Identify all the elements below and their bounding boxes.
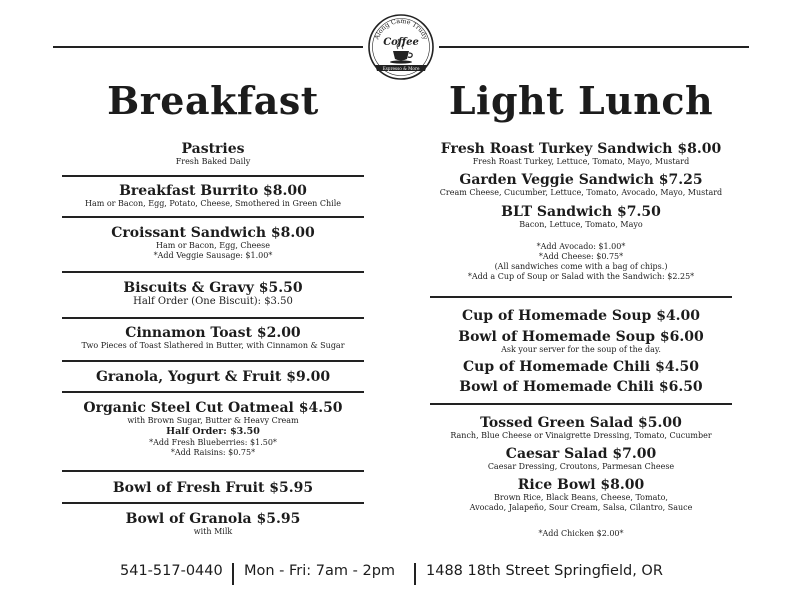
item-name: Caesar Salad $7.00 — [505, 446, 657, 462]
item-desc: Ham or Bacon, Egg, Cheese — [156, 241, 270, 250]
footer-divider — [414, 563, 416, 585]
menu-item — [430, 379, 732, 395]
item-name: Cinnamon Toast $2.00 — [125, 325, 301, 341]
menu-item — [430, 141, 732, 167]
menu-item — [430, 477, 732, 513]
item-name: Bowl of Fresh Fruit $5.95 — [112, 480, 314, 496]
item-note: *Add Fresh Blueberries: $1.50* — [149, 438, 277, 447]
menu-item — [430, 359, 732, 375]
item-note: *Add Veggie Sausage: $1.00* — [153, 251, 273, 260]
item-name: Rice Bowl $8.00 — [517, 477, 645, 493]
item-name: Garden Veggie Sandwich $7.25 — [459, 172, 703, 188]
hours: Mon - Fri: 7am - 2pm — [244, 563, 396, 579]
item-name: Biscuits & Gravy $5.50 — [123, 280, 303, 296]
logo-top-text: Along Came Trudy — [372, 16, 430, 41]
menu-item — [62, 511, 364, 537]
divider — [62, 470, 364, 472]
menu-item — [430, 204, 732, 230]
footer-divider — [232, 563, 234, 585]
divider — [62, 360, 364, 362]
item-desc: Bacon, Lettuce, Tomato, Mayo — [519, 220, 643, 229]
item-name: Fresh Roast Turkey Sandwich $8.00 — [440, 141, 722, 157]
item-sub: Half Order (One Biscuit): $3.50 — [133, 296, 293, 307]
menu-item — [62, 480, 364, 496]
menu-item — [430, 329, 732, 355]
breakfast-heading: Breakfast — [107, 78, 319, 123]
note: (All sandwiches come with a bag of chips.) — [494, 262, 668, 271]
menu-item — [62, 225, 364, 261]
light-lunch-heading: Light Lunch — [448, 78, 714, 123]
item-desc: Caesar Dressing, Croutons, Parmesan Cheese — [487, 462, 675, 471]
item-name: Bowl of Homemade Soup $6.00 — [458, 329, 704, 345]
note: *Add Chicken $2.00* — [538, 529, 624, 538]
item-sub: Half Order: $3.50 — [166, 426, 260, 437]
item-name: Organic Steel Cut Oatmeal $4.50 — [83, 400, 343, 416]
menu-item — [62, 141, 364, 167]
menu-item — [430, 415, 732, 441]
divider — [430, 296, 732, 298]
lunch-column — [430, 0, 732, 560]
item-desc: Avocado, Jalapeño, Sour Cream, Salsa, Cilantro, Sauce — [469, 503, 693, 512]
note: *Add a Cup of Soup or Salad with the Sandwich: $2.25* — [467, 272, 695, 281]
menu-item — [430, 308, 732, 324]
address: 1488 18th Street Springfield, OR — [426, 563, 663, 579]
item-note: *Add Raisins: $0.75* — [170, 448, 256, 457]
menu-item — [62, 369, 364, 385]
menu-item — [62, 280, 364, 308]
salad-note — [430, 529, 732, 539]
divider — [62, 271, 364, 273]
note: *Add Avocado: $1.00* — [536, 242, 626, 251]
item-desc: Two Pieces of Toast Slathered in Butter, with Cinnamon & Sugar — [81, 341, 345, 350]
item-name: BLT Sandwich $7.50 — [501, 204, 661, 220]
footer — [0, 563, 792, 585]
phone-number: 541-517-0440 — [120, 563, 223, 579]
item-desc: Brown Rice, Black Beans, Cheese, Tomato, — [494, 493, 668, 502]
item-desc: Fresh Baked Daily — [175, 157, 251, 166]
item-name: Pastries — [181, 141, 245, 157]
note: *Add Cheese: $0.75* — [538, 252, 624, 261]
logo-middle-text: Coffee — [383, 37, 419, 48]
divider — [62, 391, 364, 393]
menu-item — [62, 183, 364, 209]
item-name: Cup of Homemade Chili $4.50 — [463, 359, 699, 375]
item-name: Cup of Homemade Soup $4.00 — [461, 308, 701, 324]
menu-item — [62, 325, 364, 351]
breakfast-column — [62, 0, 364, 560]
menu-item — [430, 446, 732, 472]
divider — [430, 403, 732, 405]
divider — [62, 317, 364, 319]
item-desc: Cream Cheese, Cucumber, Lettuce, Tomato, Avocado, Mayo, Mustard — [439, 188, 723, 197]
item-name: Bowl of Homemade Chili $6.50 — [459, 379, 703, 395]
item-desc: Ask your server for the soup of the day. — [501, 345, 661, 354]
divider — [62, 216, 364, 218]
item-desc: Ham or Bacon, Egg, Potato, Cheese, Smothered in Green Chile — [84, 199, 342, 208]
item-name: Breakfast Burrito $8.00 — [119, 183, 307, 199]
item-name: Tossed Green Salad $5.00 — [480, 415, 682, 431]
item-name: Granola, Yogurt & Fruit $9.00 — [95, 369, 331, 385]
item-name: Bowl of Granola $5.95 — [125, 511, 301, 527]
divider — [62, 502, 364, 504]
logo — [367, 13, 435, 81]
logo-bottom-text: Espresso & More — [382, 66, 420, 71]
item-desc: with Milk — [193, 527, 233, 536]
menu-item — [62, 400, 364, 458]
item-name: Croissant Sandwich $8.00 — [111, 225, 315, 241]
item-desc: with Brown Sugar, Butter & Heavy Cream — [127, 416, 299, 425]
divider — [62, 175, 364, 177]
menu-item — [430, 172, 732, 198]
item-desc: Fresh Roast Turkey, Lettuce, Tomato, Mayo, Mustard — [472, 157, 690, 166]
item-desc: Ranch, Blue Cheese or Vinaigrette Dressing, Tomato, Cucumber — [450, 431, 712, 440]
sandwich-notes — [430, 242, 732, 282]
